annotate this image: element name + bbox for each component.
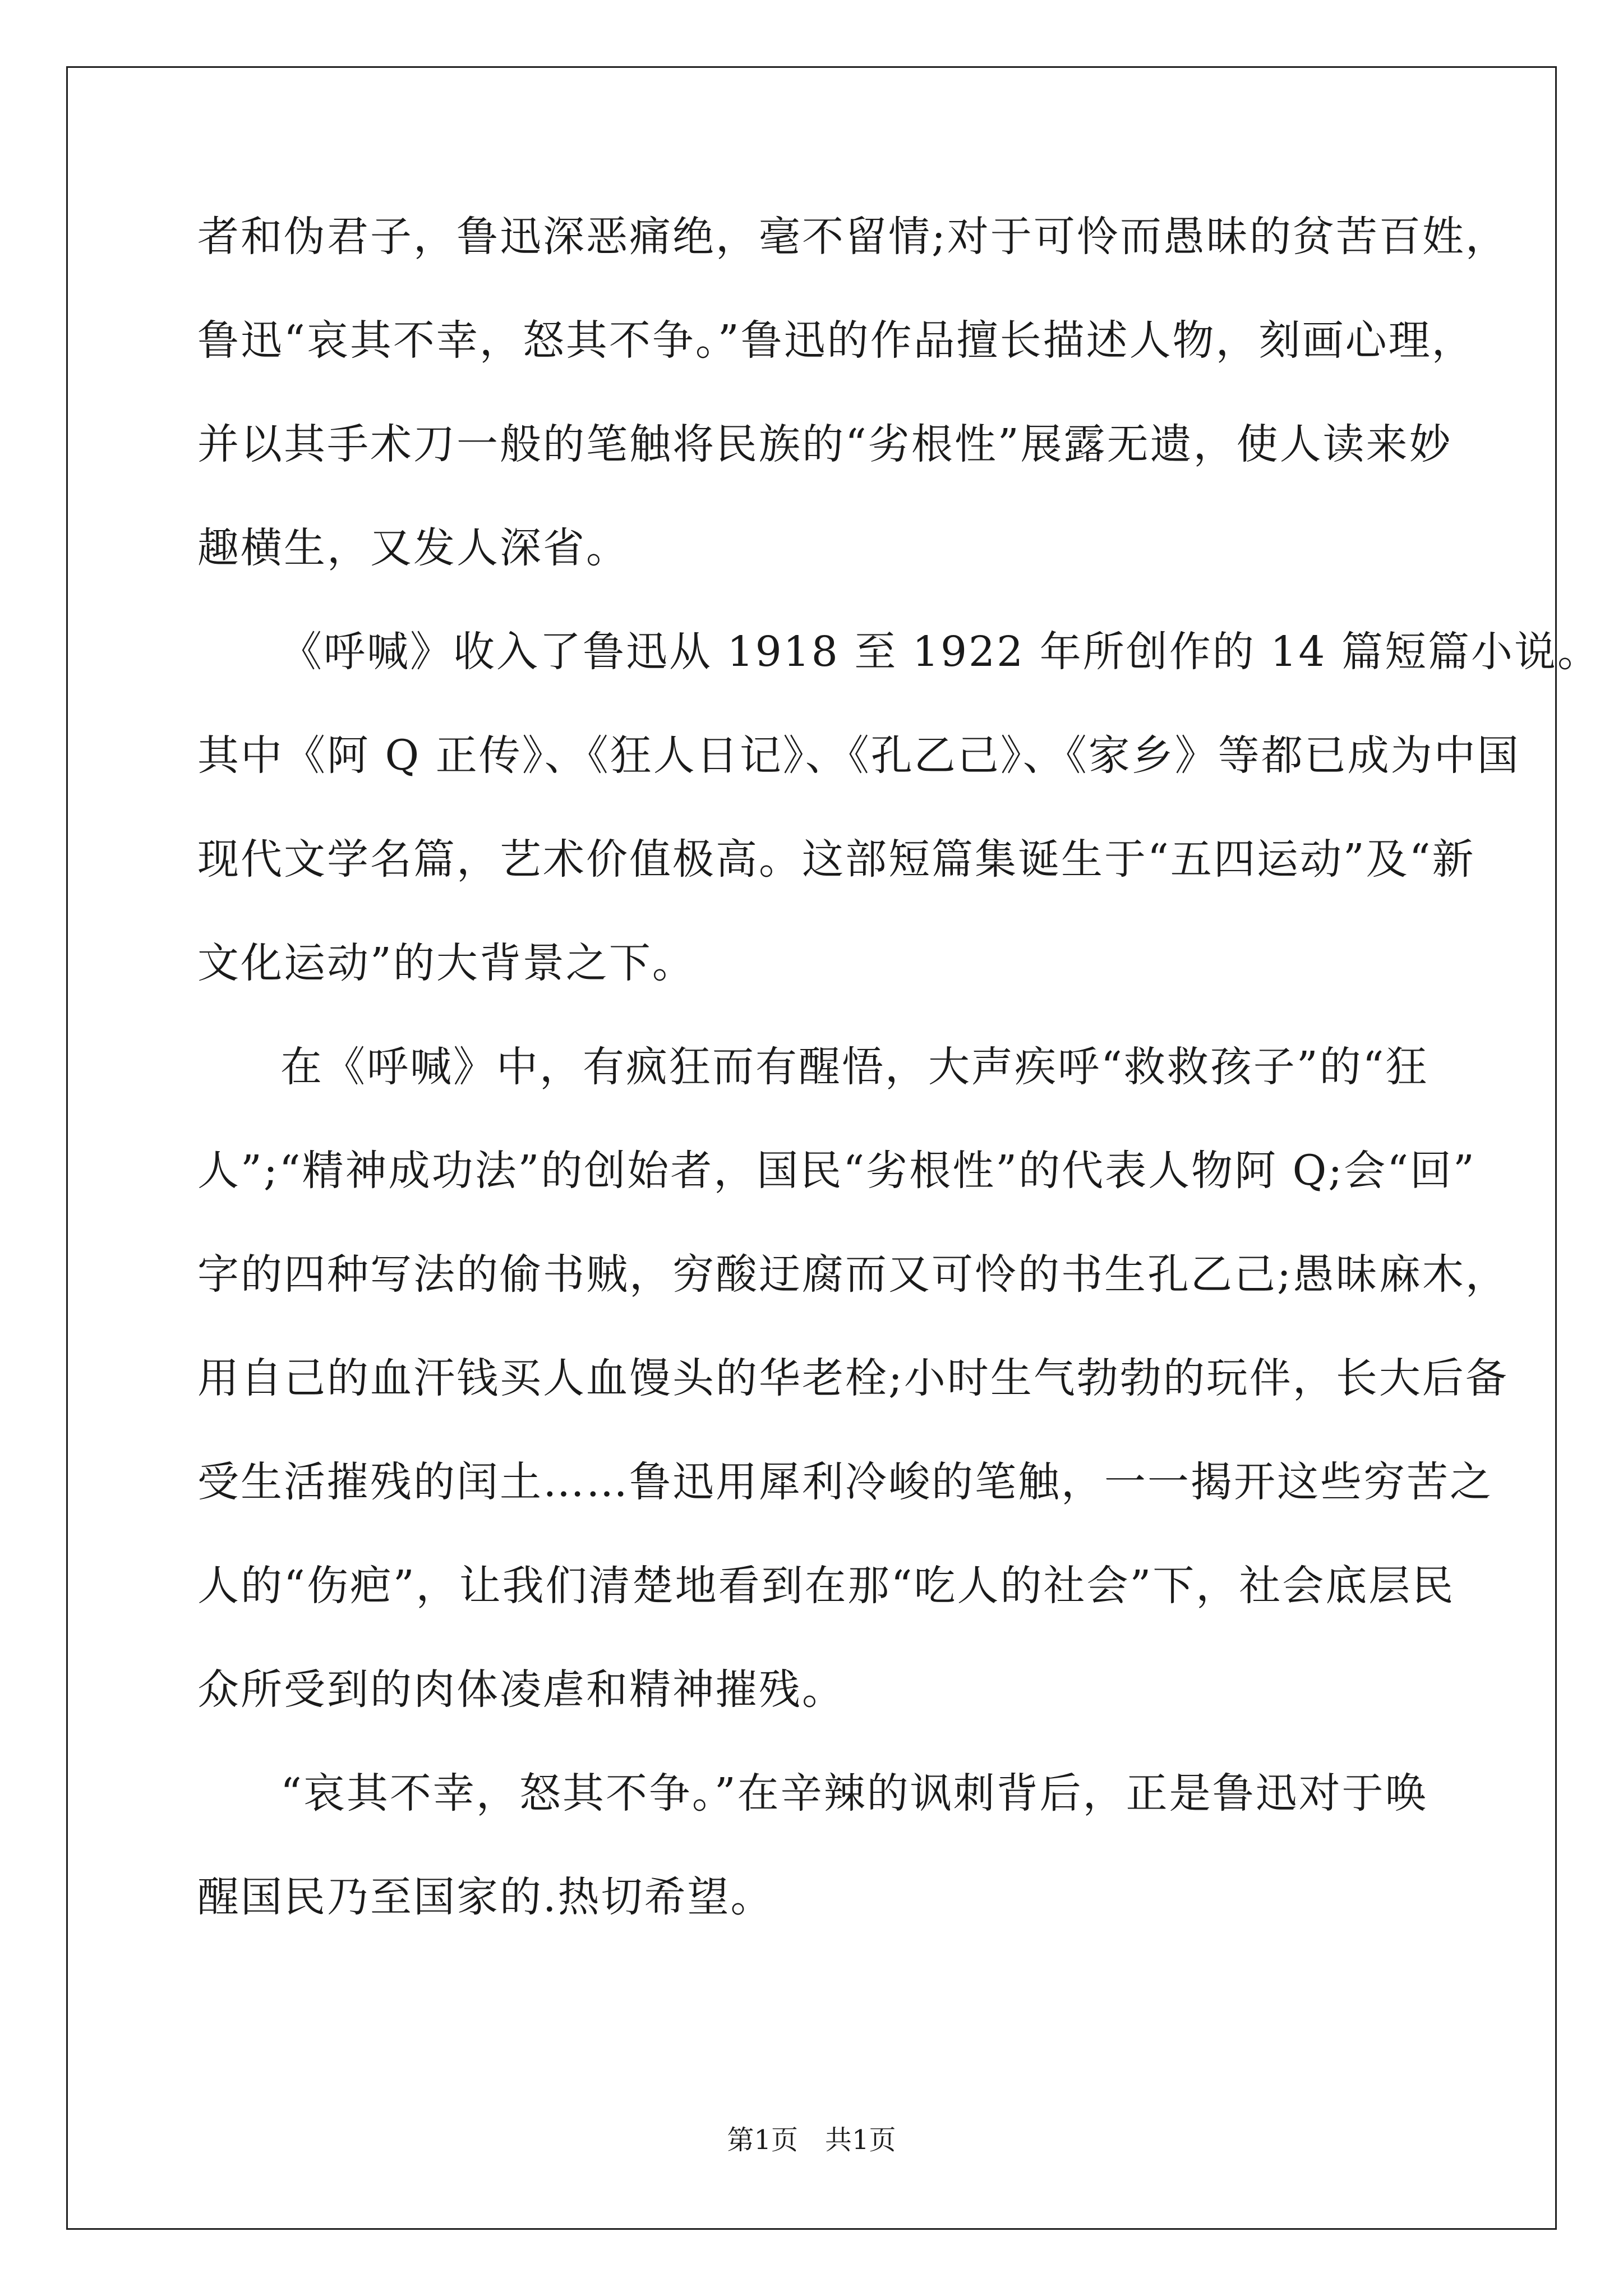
text-line: 醒国民乃至国家的.热切希望。 [197,1873,774,1921]
text-line: 人的“伤疤”，让我们清楚地看到在那“吃人的社会”下，社会底层民 [197,1562,1455,1610]
text-line: 趣横生，又发人深省。 [197,524,629,572]
text-line: 字的四种写法的偷书贼，穷酸迂腐而又可怜的书生孔乙己;愚昧麻木， [197,1250,1509,1299]
paragraph-start-line: 在《呼喊》中，有疯狂而有醒悟，大声疾呼“救救孩子”的“狂 [280,1043,1429,1091]
text-line: 受生活摧残的闰土……鲁迅用犀利冷峻的笔触，一一揭开这些穷苦之 [197,1458,1493,1506]
text-line: 者和伪君子，鲁迅深恶痛绝，毫不留情;对于可怜而愚昧的贫苦百姓， [197,213,1509,261]
text-line: 其中《阿 Q 正传》、《狂人日记》、《孔乙己》、《家乡》等都已成为中国 [197,731,1520,780]
text-line: 并以其手术刀一般的笔触将民族的“劣根性”展露无遗，使人读来妙 [197,420,1453,468]
text-line: 用自己的血汗钱买人血馒头的华老栓;小时生气勃勃的玩伴，长大后备 [197,1354,1509,1402]
page-number-footer: 第1页 共1页 [727,2124,896,2156]
text-line: 鲁迅“哀其不幸，怒其不争。”鲁迅的作品擅长描述人物，刻画心理， [197,316,1475,365]
text-line: 文化运动”的大背景之下。 [197,939,695,987]
paragraph-start-line: “哀其不幸，怒其不争。”在辛辣的讽刺背后，正是鲁迅对于唤 [280,1769,1428,1818]
paragraph-start-line: 《呼喊》收入了鲁迅从 1918 至 1922 年所创作的 14 篇短篇小说。 [280,628,1601,676]
text-line: 众所受到的肉体凌虐和精神摧残。 [197,1665,845,1714]
text-line: 人”;“精神成功法”的创始者，国民“劣根性”的代表人物阿 Q;会“回” [197,1147,1476,1195]
text-line: 现代文学名篇，艺术价值极高。这部短篇集诞生于“五四运动”及“新 [197,835,1476,884]
document-body [197,185,1601,1949]
